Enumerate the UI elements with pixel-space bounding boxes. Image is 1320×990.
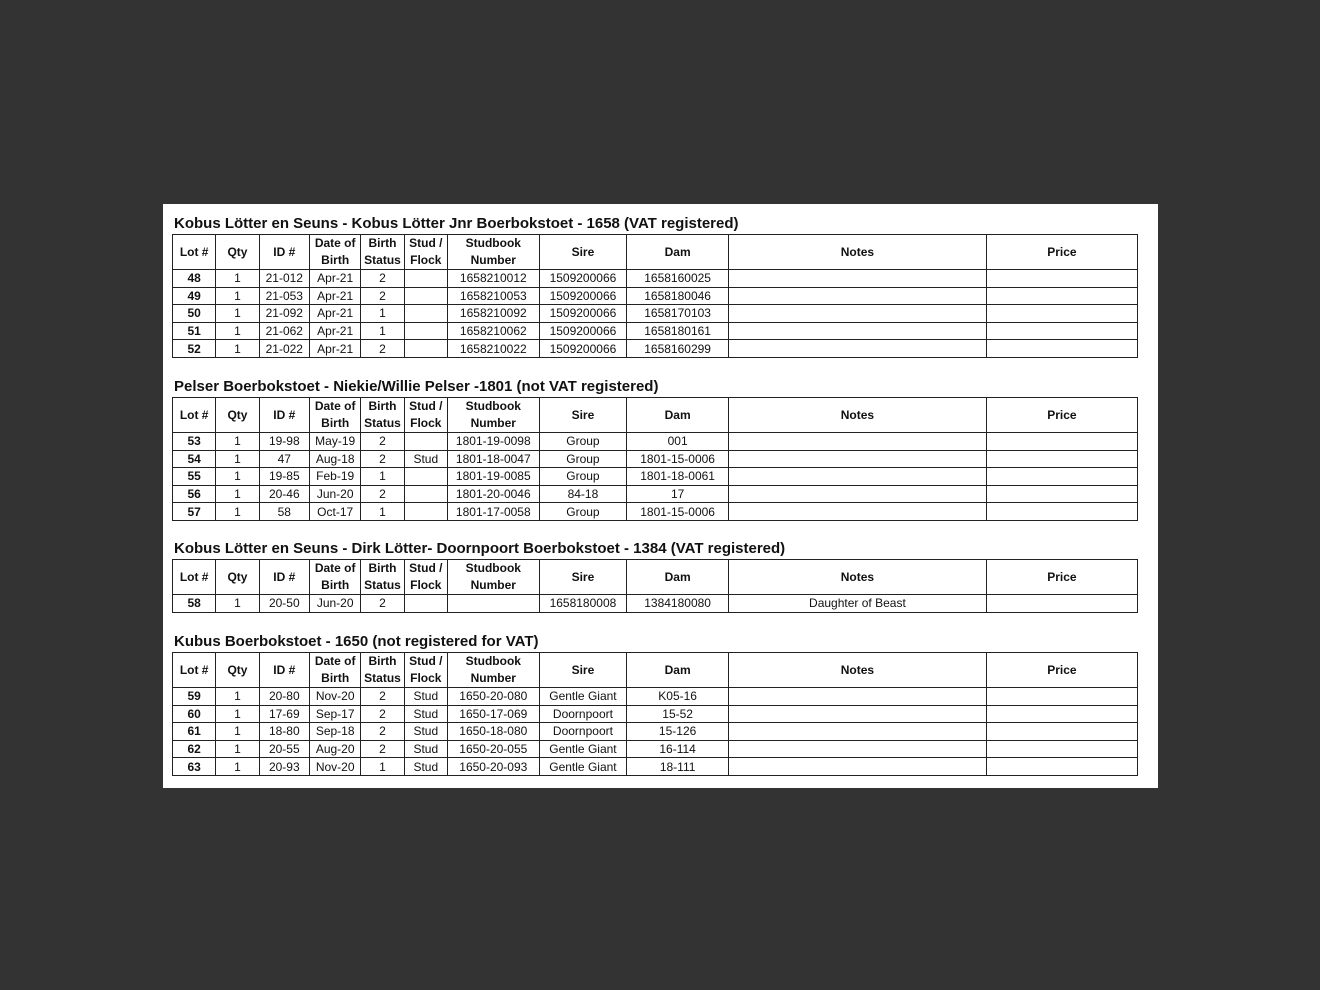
studbook-cell: 1650-17-069 [447,705,539,723]
id-cell: 19-98 [259,433,309,451]
table-row [173,688,1138,706]
dob-cell: Jun-20 [309,595,360,613]
notes-cell [728,450,986,468]
qty-cell: 1 [216,450,259,468]
birth-status-cell: 2 [361,270,404,288]
id-cell: 21-062 [259,322,309,340]
dob-cell: Apr-21 [309,305,360,323]
dam-cell: 1658160299 [627,340,729,358]
stud-flock-cell: Stud [404,688,447,706]
col-header-price: Price [986,560,1137,595]
dam-cell: 1801-15-0006 [627,450,729,468]
sire-cell: Group [539,433,627,451]
studbook-cell: 1650-20-093 [447,758,539,776]
qty-cell: 1 [216,740,259,758]
notes-cell [728,287,986,305]
birth-status-cell: 1 [361,305,404,323]
birth-status-cell: 2 [361,485,404,503]
sire-cell: 1509200066 [539,322,627,340]
id-cell: 21-092 [259,305,309,323]
stud-flock-cell: Stud [404,705,447,723]
notes-cell [728,758,986,776]
id-cell: 21-022 [259,340,309,358]
col-header-qty: Qty [216,235,259,270]
col-header-birth-status: Birth Status [361,560,404,595]
col-header-sire: Sire [539,398,627,433]
table-row [173,270,1138,288]
lot-cell: 48 [173,270,216,288]
birth-status-cell: 2 [361,723,404,741]
studbook-cell: 1801-18-0047 [447,450,539,468]
notes-cell [728,705,986,723]
dam-cell: 1801-15-0006 [627,503,729,521]
price-cell [986,270,1137,288]
birth-status-cell: 2 [361,688,404,706]
table-row [173,723,1138,741]
lot-table [172,397,1138,521]
col-header-dam: Dam [627,560,729,595]
header-row [173,235,1138,270]
col-header-notes: Notes [728,653,986,688]
table-row [173,468,1138,486]
id-cell: 21-053 [259,287,309,305]
studbook-cell: 1658210012 [447,270,539,288]
section-title: Kubus Boerbokstoet - 1650 (not registered for VAT) [174,633,539,650]
stud-flock-cell [404,322,447,340]
price-cell [986,595,1137,613]
notes-cell [728,305,986,323]
dob-cell: Nov-20 [309,758,360,776]
dob-cell: Sep-18 [309,723,360,741]
col-header-sire: Sire [539,235,627,270]
studbook-cell: 1658210092 [447,305,539,323]
table-row [173,485,1138,503]
dob-cell: Jun-20 [309,485,360,503]
table-row [173,433,1138,451]
price-cell [986,485,1137,503]
price-cell [986,705,1137,723]
stud-flock-cell [404,287,447,305]
studbook-cell: 1801-17-0058 [447,503,539,521]
birth-status-cell: 2 [361,595,404,613]
sire-cell: Gentle Giant [539,740,627,758]
qty-cell: 1 [216,723,259,741]
dob-cell: Nov-20 [309,688,360,706]
dob-cell: Apr-21 [309,287,360,305]
birth-status-cell: 1 [361,758,404,776]
studbook-cell: 1801-20-0046 [447,485,539,503]
lot-table [172,559,1138,613]
col-header-dam: Dam [627,235,729,270]
studbook-cell: 1801-19-0085 [447,468,539,486]
price-cell [986,688,1137,706]
dob-cell: Sep-17 [309,705,360,723]
col-header-stud-flock: Stud / Flock [404,560,447,595]
id-cell: 17-69 [259,705,309,723]
col-header-birth-status: Birth Status [361,235,404,270]
col-header-id: ID # [259,653,309,688]
document-page [163,204,1158,788]
id-cell: 20-55 [259,740,309,758]
col-header-dob: Date of Birth [309,653,360,688]
dob-cell: Apr-21 [309,322,360,340]
col-header-stud-flock: Stud / Flock [404,235,447,270]
stud-flock-cell [404,485,447,503]
col-header-price: Price [986,653,1137,688]
dam-cell: K05-16 [627,688,729,706]
qty-cell: 1 [216,305,259,323]
lot-cell: 52 [173,340,216,358]
studbook-cell: 1658210022 [447,340,539,358]
stud-flock-cell [404,270,447,288]
birth-status-cell: 2 [361,433,404,451]
qty-cell: 1 [216,287,259,305]
col-header-qty: Qty [216,560,259,595]
stud-flock-cell [404,433,447,451]
sire-cell: Doornpoort [539,723,627,741]
price-cell [986,468,1137,486]
notes-cell [728,740,986,758]
section-title: Kobus Lötter en Seuns - Kobus Lötter Jnr Boerbokstoet - 1658 (VAT registered) [174,215,739,232]
qty-cell: 1 [216,340,259,358]
lot-cell: 59 [173,688,216,706]
col-header-dob: Date of Birth [309,560,360,595]
birth-status-cell: 2 [361,705,404,723]
qty-cell: 1 [216,270,259,288]
lot-cell: 49 [173,287,216,305]
table-row [173,287,1138,305]
studbook-cell: 1650-18-080 [447,723,539,741]
sire-cell: Doornpoort [539,705,627,723]
id-cell: 58 [259,503,309,521]
birth-status-cell: 2 [361,740,404,758]
table-row [173,740,1138,758]
dam-cell: 15-52 [627,705,729,723]
sire-cell: 1509200066 [539,287,627,305]
qty-cell: 1 [216,688,259,706]
lot-table [172,652,1138,776]
lot-cell: 56 [173,485,216,503]
price-cell [986,287,1137,305]
section-doornpoort [172,539,1138,613]
section-title: Pelser Boerbokstoet - Niekie/Willie Pelser -1801 (not VAT registered) [174,378,659,395]
lot-cell: 51 [173,322,216,340]
sire-cell: Group [539,503,627,521]
stud-flock-cell [404,468,447,486]
sire-cell: 1509200066 [539,340,627,358]
table-row [173,758,1138,776]
lot-cell: 62 [173,740,216,758]
qty-cell: 1 [216,468,259,486]
col-header-id: ID # [259,398,309,433]
price-cell [986,503,1137,521]
id-cell: 19-85 [259,468,309,486]
price-cell [986,305,1137,323]
qty-cell: 1 [216,433,259,451]
stud-flock-cell: Stud [404,450,447,468]
col-header-qty: Qty [216,653,259,688]
section-lotter-jnr [172,214,1138,358]
sire-cell: 1509200066 [539,305,627,323]
table-row [173,705,1138,723]
sire-cell: 1509200066 [539,270,627,288]
lot-cell: 58 [173,595,216,613]
table-row [173,595,1138,613]
notes-cell [728,723,986,741]
col-header-dam: Dam [627,653,729,688]
dob-cell: Apr-21 [309,270,360,288]
table-row [173,340,1138,358]
lot-cell: 50 [173,305,216,323]
dam-cell: 001 [627,433,729,451]
sire-cell: 84-18 [539,485,627,503]
header-row [173,398,1138,433]
header-row [173,653,1138,688]
lot-cell: 57 [173,503,216,521]
col-header-studbook: Studbook Number [447,235,539,270]
dam-cell: 1658170103 [627,305,729,323]
dob-cell: Oct-17 [309,503,360,521]
price-cell [986,340,1137,358]
dam-cell: 1801-18-0061 [627,468,729,486]
col-header-birth-status: Birth Status [361,653,404,688]
dam-cell: 17 [627,485,729,503]
id-cell: 21-012 [259,270,309,288]
notes-cell: Daughter of Beast [728,595,986,613]
notes-cell [728,468,986,486]
id-cell: 20-93 [259,758,309,776]
dam-cell: 1658180161 [627,322,729,340]
price-cell [986,433,1137,451]
birth-status-cell: 1 [361,468,404,486]
studbook-cell: 1650-20-055 [447,740,539,758]
stud-flock-cell: Stud [404,740,447,758]
col-header-notes: Notes [728,560,986,595]
dob-cell: Apr-21 [309,340,360,358]
qty-cell: 1 [216,595,259,613]
birth-status-cell: 2 [361,287,404,305]
qty-cell: 1 [216,503,259,521]
birth-status-cell: 2 [361,340,404,358]
table-row [173,450,1138,468]
birth-status-cell: 1 [361,322,404,340]
lot-cell: 60 [173,705,216,723]
col-header-id: ID # [259,235,309,270]
birth-status-cell: 2 [361,450,404,468]
section-kubus [172,632,1138,776]
id-cell: 18-80 [259,723,309,741]
sire-cell: Gentle Giant [539,758,627,776]
studbook-cell: 1658210062 [447,322,539,340]
studbook-cell: 1650-20-080 [447,688,539,706]
col-header-studbook: Studbook Number [447,398,539,433]
col-header-dob: Date of Birth [309,235,360,270]
col-header-studbook: Studbook Number [447,653,539,688]
col-header-id: ID # [259,560,309,595]
qty-cell: 1 [216,485,259,503]
col-header-lot: Lot # [173,560,216,595]
dam-cell: 1658180046 [627,287,729,305]
dob-cell: May-19 [309,433,360,451]
stud-flock-cell [404,340,447,358]
table-row [173,305,1138,323]
dam-cell: 16-114 [627,740,729,758]
id-cell: 20-80 [259,688,309,706]
id-cell: 20-50 [259,595,309,613]
sire-cell: Group [539,468,627,486]
notes-cell [728,503,986,521]
qty-cell: 1 [216,322,259,340]
sire-cell: 1658180008 [539,595,627,613]
lot-cell: 53 [173,433,216,451]
stud-flock-cell: Stud [404,723,447,741]
sire-cell: Gentle Giant [539,688,627,706]
table-row [173,503,1138,521]
lot-cell: 54 [173,450,216,468]
lot-table [172,234,1138,358]
col-header-lot: Lot # [173,235,216,270]
table-row [173,322,1138,340]
notes-cell [728,688,986,706]
col-header-price: Price [986,235,1137,270]
price-cell [986,450,1137,468]
dam-cell: 1658160025 [627,270,729,288]
notes-cell [728,433,986,451]
col-header-birth-status: Birth Status [361,398,404,433]
col-header-qty: Qty [216,398,259,433]
price-cell [986,758,1137,776]
col-header-notes: Notes [728,398,986,433]
lot-cell: 63 [173,758,216,776]
studbook-cell: 1801-19-0098 [447,433,539,451]
id-cell: 47 [259,450,309,468]
col-header-dob: Date of Birth [309,398,360,433]
col-header-stud-flock: Stud / Flock [404,398,447,433]
birth-status-cell: 1 [361,503,404,521]
col-header-dam: Dam [627,398,729,433]
stud-flock-cell [404,305,447,323]
qty-cell: 1 [216,705,259,723]
col-header-price: Price [986,398,1137,433]
dam-cell: 1384180080 [627,595,729,613]
col-header-sire: Sire [539,653,627,688]
studbook-cell: 1658210053 [447,287,539,305]
id-cell: 20-46 [259,485,309,503]
notes-cell [728,270,986,288]
studbook-cell [447,595,539,613]
dob-cell: Aug-20 [309,740,360,758]
col-header-stud-flock: Stud / Flock [404,653,447,688]
col-header-sire: Sire [539,560,627,595]
notes-cell [728,340,986,358]
section-title: Kobus Lötter en Seuns - Dirk Lötter- Doornpoort Boerbokstoet - 1384 (VAT registered) [174,540,786,557]
stud-flock-cell: Stud [404,758,447,776]
sire-cell: Group [539,450,627,468]
stud-flock-cell [404,595,447,613]
lot-cell: 61 [173,723,216,741]
dam-cell: 18-111 [627,758,729,776]
price-cell [986,740,1137,758]
col-header-lot: Lot # [173,398,216,433]
col-header-studbook: Studbook Number [447,560,539,595]
col-header-lot: Lot # [173,653,216,688]
qty-cell: 1 [216,758,259,776]
section-pelser [172,377,1138,521]
dam-cell: 15-126 [627,723,729,741]
notes-cell [728,322,986,340]
col-header-notes: Notes [728,235,986,270]
header-row [173,560,1138,595]
stud-flock-cell [404,503,447,521]
notes-cell [728,485,986,503]
price-cell [986,322,1137,340]
dob-cell: Aug-18 [309,450,360,468]
dob-cell: Feb-19 [309,468,360,486]
price-cell [986,723,1137,741]
lot-cell: 55 [173,468,216,486]
